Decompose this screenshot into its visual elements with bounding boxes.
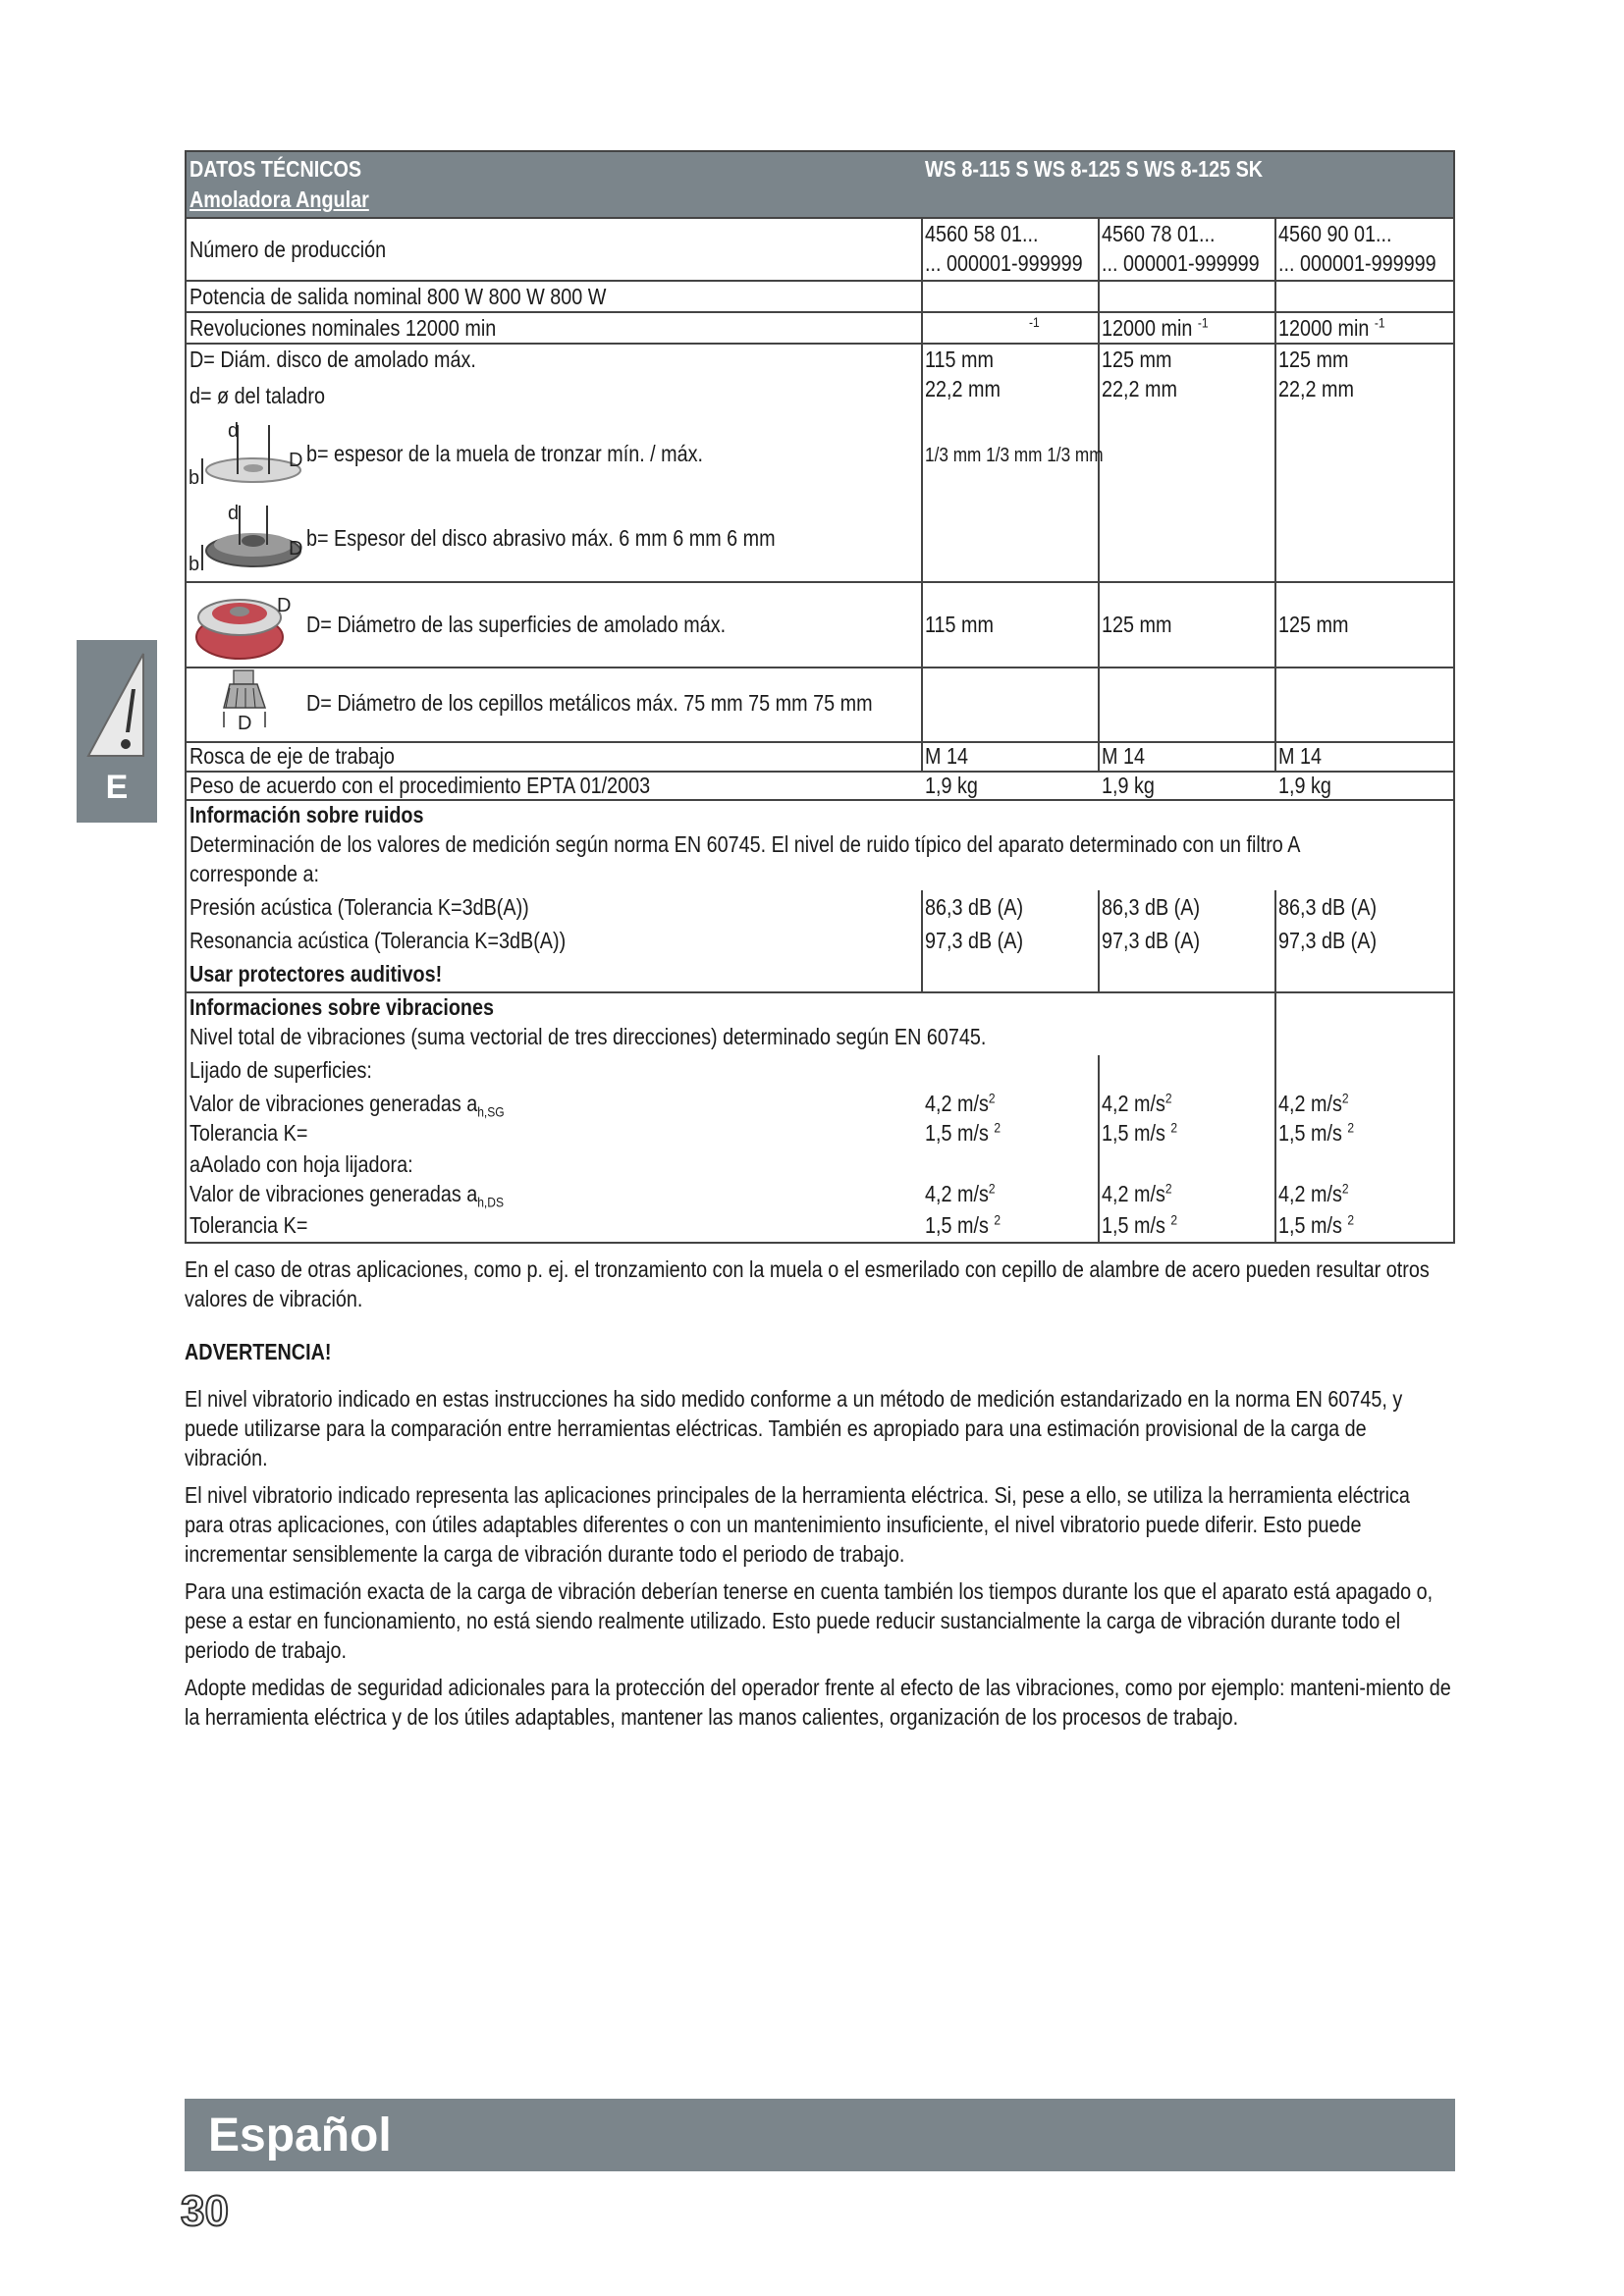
prod-col2-line1: 4560 78 01...	[1102, 221, 1216, 246]
thread-col1: M 14	[925, 743, 968, 769]
pressure-col1: 86,3 dB (A)	[925, 894, 1024, 920]
resonance-col3: 97,3 dB (A)	[1278, 928, 1378, 953]
pressure-label: Presión acústica (Tolerancia K=3dB(A))	[189, 894, 529, 920]
sanding-diameter-col1: 115 mm	[925, 612, 994, 637]
side-tab-letter: E	[105, 769, 129, 806]
vibration-value-sg-label: Valor de vibraciones generadas $a_{h,SG}$	[189, 1091, 505, 1120]
thread-col3: M 14	[1278, 743, 1322, 769]
weight-label: Peso de acuerdo con el procedimiento EPTA 01/2003	[189, 773, 651, 798]
table-header	[187, 152, 1453, 217]
sanding-diameter-col2: 125 mm	[1102, 612, 1172, 637]
disc-diameter-col2: 125 mm	[1102, 347, 1172, 372]
svg-text:D: D	[238, 713, 252, 733]
prod-col3-line2: ... 000001-999999	[1278, 250, 1436, 276]
prod-col2-line2: ... 000001-999999	[1102, 250, 1260, 276]
power-row: Potencia de salida nominal 800 W 800 W 800 W	[189, 284, 607, 309]
rpm-label: Revoluciones nominales 12000 min	[189, 315, 497, 341]
bore-label: d= ø del taladro	[189, 383, 326, 408]
sanding-disc-icon	[190, 584, 298, 665]
resonance-col2: 97,3 dB (A)	[1102, 928, 1201, 953]
svg-text:b: b	[189, 467, 200, 489]
weight-col2: 1,9 kg	[1102, 773, 1155, 798]
bore-col3: 22,2 mm	[1278, 376, 1354, 401]
rpm-col2: 12000 min $^{-1}$	[1102, 314, 1209, 341]
prod-col3-line1: 4560 90 01...	[1278, 221, 1392, 246]
svg-text:D: D	[277, 595, 292, 616]
surface-grinding-label: Lijado de superficies:	[189, 1057, 372, 1083]
tol-ds-col1: 1,5 m/s $^2$	[925, 1211, 1001, 1238]
vib-sg-col1: 4,2 $m/s^2$	[925, 1090, 996, 1116]
vibration-title: Informaciones sobre vibraciones	[189, 994, 494, 1020]
vib-ds-col2: 4,2 $m/s^2$	[1102, 1180, 1172, 1206]
page-number: 30	[181, 2187, 229, 2235]
rpm-sup-col1: -1	[1029, 314, 1040, 330]
tolerance-sg-label: Tolerancia K=	[189, 1120, 308, 1146]
rpm-col3: 12000 min $^{-1}$	[1278, 314, 1385, 341]
cutoff-thickness-label: b= espesor de la muela de tronzar mín. / máx.	[306, 441, 704, 466]
wire-brush-icon	[216, 665, 279, 733]
tol-ds-col2: 1,5 m/s $^2$	[1102, 1211, 1178, 1238]
vib-ds-col1: 4,2 $m/s^2$	[925, 1180, 996, 1206]
vibration-description: Nivel total de vibraciones (suma vectorial de tres direcciones) determinado según EN 60745.	[189, 1024, 987, 1049]
warning-paragraph-4: Adopte medidas de seguridad adicionales para la protección del operador frente al efecto de las vibraciones, como por ejemplo: manteni-miento de la herramienta eléctrica y de los útiles adaptables, mantener las manos calientes, organización de los procesos de trabajo.	[185, 1675, 1451, 1730]
svg-text:d: d	[228, 420, 240, 442]
noise-description-1: Determinación de los valores de medición según norma EN 60745. El nivel de ruido típico del aparato determinado con un filtro A	[189, 831, 1301, 857]
bore-col2: 22,2 mm	[1102, 376, 1177, 401]
tol-sg-col2: 1,5 m/s $^2$	[1102, 1119, 1178, 1146]
svg-text:b: b	[189, 554, 200, 575]
cutoff-wheel-icon	[189, 419, 306, 490]
svg-text:D: D	[289, 450, 303, 471]
vib-ds-col3: 4,2 $m/s^2$	[1278, 1180, 1349, 1206]
disc-diameter-label: D= Diám. disco de amolado máx.	[189, 347, 476, 372]
svg-text:d: d	[228, 503, 240, 524]
pressure-col3: 86,3 dB (A)	[1278, 894, 1378, 920]
technical-data-table	[185, 150, 1455, 1244]
weight-col1: 1,9 kg	[925, 773, 978, 798]
vib-sg-col3: 4,2 $m/s^2$	[1278, 1090, 1349, 1116]
disc-diameter-col3: 125 mm	[1278, 347, 1349, 372]
ear-protection-note: Usar protectores auditivos!	[189, 961, 443, 987]
table-title: DATOS TÉCNICOS	[189, 156, 362, 182]
warning-triangle-icon	[82, 650, 151, 760]
language-footer-bar	[185, 2099, 1455, 2171]
sanding-diameter-col3: 125 mm	[1278, 612, 1349, 637]
sanding-diameter-label: D= Diámetro de las superficies de amolado máx.	[306, 612, 727, 637]
thread-col2: M 14	[1102, 743, 1145, 769]
model-names: WS 8-115 S WS 8-125 S WS 8-125 SK	[925, 156, 1264, 182]
warning-paragraph-2: El nivel vibratorio indicado representa las aplicaciones principales de la herramienta eléctrica. Si, pese a ello, se utiliza la herramienta eléctrica para otras aplicaciones, con útiles adaptables diferentes o con un mantenimiento insuficiente, el nivel vibratorio puede diferir. Esto puede incrementar sensiblemente la carga de vibración durante todo el periodo de trabajo.	[185, 1482, 1410, 1567]
language-label: Español	[208, 2109, 392, 2162]
noise-description-2: corresponde a:	[189, 861, 319, 886]
prod-col1-line1: 4560 58 01...	[925, 221, 1039, 246]
sanding-sheet-label: aAolado con hoja lijadora:	[189, 1151, 413, 1177]
tol-sg-col1: 1,5 m/s $^2$	[925, 1119, 1001, 1146]
disc-diameter-col1: 115 mm	[925, 347, 994, 372]
tolerance-ds-label: Tolerancia K=	[189, 1212, 308, 1238]
grinding-disc-icon	[189, 502, 306, 576]
wire-brush-diameter-label: D= Diámetro de los cepillos metálicos máx. 75 mm 75 mm 75 mm	[306, 690, 873, 716]
prod-col1-line2: ... 000001-999999	[925, 250, 1083, 276]
production-number-label: Número de producción	[189, 237, 387, 262]
warning-paragraph-1: El nivel vibratorio indicado en estas instrucciones ha sido medido conforme a un método de medición estandarizado en la norma EN 60745, y puede utilizarse para la comparación entre herramientas eléctricas. También es apropiado para una estimación provisional de la carga de vibración.	[185, 1386, 1403, 1470]
tol-ds-col3: 1,5 m/s $^2$	[1278, 1211, 1355, 1238]
resonance-label: Resonancia acústica (Tolerancia K=3dB(A))	[189, 928, 567, 953]
pressure-col2: 86,3 dB (A)	[1102, 894, 1201, 920]
grinding-disc-thickness-label: b= Espesor del disco abrasivo máx. 6 mm 6 mm 6 mm	[306, 525, 776, 551]
noise-title: Información sobre ruidos	[189, 802, 424, 828]
weight-col3: 1,9 kg	[1278, 773, 1331, 798]
after-table-note: En el caso de otras aplicaciones, como p. ej. el tronzamiento con la muela o el esmerilado con cepillo de alambre de acero pueden resultar otros valores de vibración.	[185, 1256, 1430, 1311]
language-side-tab	[77, 640, 157, 823]
svg-text:D: D	[289, 538, 303, 560]
tol-sg-col3: 1,5 m/s $^2$	[1278, 1119, 1355, 1146]
warning-title: ADVERTENCIA!	[185, 1339, 332, 1364]
vib-sg-col2: 4,2 $m/s^2$	[1102, 1090, 1172, 1116]
table-subtitle: Amoladora Angular	[189, 187, 369, 212]
resonance-col1: 97,3 dB (A)	[925, 928, 1024, 953]
warning-paragraph-3: Para una estimación exacta de la carga de vibración deberían tenerse en cuenta también los tiempos durante los que el aparato está apagado o, pese a estar en funcionamiento, no está siendo realmente utilizado. Esto puede reducir sustancialmente la carga de vibración durante todo el periodo de trabajo.	[185, 1578, 1434, 1663]
bore-col1: 22,2 mm	[925, 376, 1001, 401]
vibration-value-ds-label: Valor de vibraciones generadas $a_{h,DS}$	[189, 1181, 505, 1210]
thread-label: Rosca de eje de trabajo	[189, 743, 395, 769]
cutoff-thickness-values: 1/3 mm 1/3 mm 1/3 mm	[925, 445, 1104, 466]
